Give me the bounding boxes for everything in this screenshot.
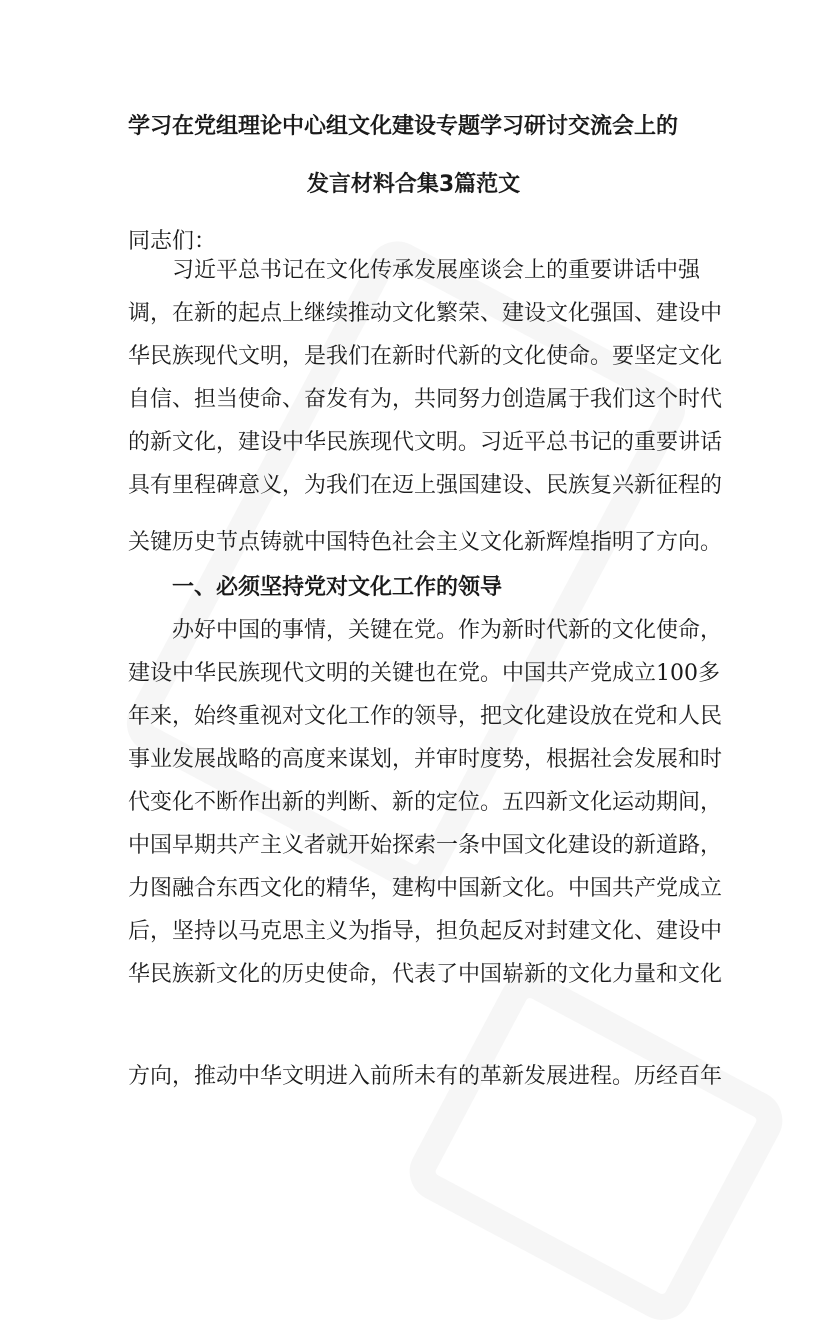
paragraph2-line: 代变化不断作出新的判断、新的定位。五四新文化运动期间， bbox=[128, 790, 723, 815]
document-title-line-1: 学习在党组理论中心组文化建设专题学习研讨交流会上的 bbox=[128, 114, 679, 139]
section-heading: 一、必须坚持党对文化工作的领导 bbox=[172, 575, 503, 600]
paragraph2-line: 年来，始终重视对文化工作的领导，把文化建设放在党和人民 bbox=[128, 704, 723, 729]
paragraph1-line: 自信、担当使命、奋发有为，共同努力创造属于我们这个时代 bbox=[128, 387, 723, 412]
document-title-line-2: 发言材料合集3篇范文 bbox=[306, 172, 521, 197]
paragraph2-line: 后，坚持以马克思主义为指导，担负起反对封建文化、建设中 bbox=[128, 919, 723, 944]
paragraph2-line: 力图融合东西文化的精华，建构中国新文化。中国共产党成立 bbox=[128, 876, 723, 901]
paragraph2-line: 中国早期共产主义者就开始探索一条中国文化建设的新道路， bbox=[128, 833, 723, 858]
salutation: 同志们： bbox=[128, 229, 217, 254]
paragraph2-line: 华民族新文化的历史使命，代表了中国崭新的文化力量和文化 bbox=[128, 962, 723, 987]
paragraph1-line: 具有里程碑意义，为我们在迈上强国建设、民族复兴新征程的 bbox=[128, 473, 723, 498]
paragraph2-line: 办好中国的事情，关键在党。作为新时代新的文化使命， bbox=[172, 618, 723, 643]
paragraph1-line: 华民族现代文明，是我们在新时代新的文化使命。要坚定文化 bbox=[128, 344, 723, 369]
paragraph2-line: 建设中华民族现代文明的关键也在党。中国共产党成立100多 bbox=[128, 661, 720, 686]
paragraph1-line: 的新文化，建设中华民族现代文明。习近平总书记的重要讲话 bbox=[128, 430, 723, 455]
watermark bbox=[399, 962, 793, 1331]
paragraph1-line: 关键历史节点铸就中国特色社会主义文化新辉煌指明了方向。 bbox=[128, 530, 723, 555]
paragraph1-line: 调，在新的起点上继续推动文化繁荣、建设文化强国、建设中 bbox=[128, 301, 723, 326]
paragraph1-line: 习近平总书记在文化传承发展座谈会上的重要讲话中强 bbox=[172, 258, 701, 283]
paragraph2-line: 方向，推动中华文明进入前所未有的革新发展进程。历经百年 bbox=[128, 1064, 723, 1089]
paragraph2-line: 事业发展战略的高度来谋划，并审时度势，根据社会发展和时 bbox=[128, 747, 723, 772]
